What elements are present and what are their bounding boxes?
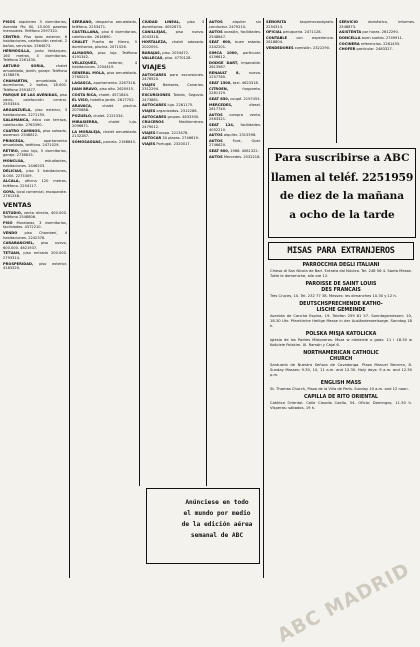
ad-heading: SEAT 1500,	[209, 81, 232, 86]
classified-ad	[209, 133, 261, 138]
ad-text: amueblado, 4 dormitorios, 2 baños, 18.000. Teléfono 2591877.	[3, 78, 67, 92]
classified-ad	[3, 93, 67, 107]
column-rule	[263, 18, 264, 578]
ad-heading: SERRANO,	[72, 20, 93, 24]
ad-text: piso nuevo. 2043318.	[142, 30, 204, 39]
classified-ad	[209, 123, 261, 132]
classified-ad	[209, 97, 261, 102]
ad-text: facilidades. 4052210.	[209, 123, 261, 132]
ad-heading: CARABANCHEL,	[3, 241, 35, 246]
ad-text: piso soleado, ascensor. 2548812.	[3, 128, 67, 137]
ad-text: Piso todo exterior, 6 habitaciones, calefacción central, 2 baños, servicios. 2564873.	[3, 34, 67, 48]
ad-text: ático con terraza, calefacción. 2763390.	[3, 118, 67, 127]
advertise-line: de la edición aérea	[181, 521, 253, 528]
classified-ad	[209, 40, 261, 49]
ad-text: alquiler. 2315598.	[222, 133, 257, 138]
ad-text: piso 3 dormitorios. 4052673.	[142, 20, 204, 29]
ad-text: Europa. 2213478.	[155, 130, 189, 135]
subscribe-line: a ocho de la tarde	[289, 209, 395, 221]
classified-ad	[142, 40, 204, 49]
ad-heading: HORTALEZA,	[142, 40, 168, 45]
ad-heading: AUTOCARES	[142, 114, 167, 119]
classified-ad	[72, 114, 137, 119]
ad-heading: EL VISO,	[72, 98, 90, 103]
ad-heading: PISOS	[3, 20, 16, 24]
ad-text: hotelito jardín. 2617702.	[89, 98, 135, 103]
church-name: NORTHAMERICAN CATHOLIC	[303, 351, 379, 356]
ad-heading: ARAVACA,	[72, 103, 93, 108]
ad-heading: OFICIAL	[266, 30, 282, 35]
ad-heading: VIAJES	[142, 141, 156, 146]
ad-heading: ARTURO SORIA,	[3, 64, 45, 69]
ad-text: piso 6 dormitorios, calefacción. 2616890.	[72, 30, 137, 39]
ad-text: ocasión, facilidades. 2548847.	[209, 30, 261, 39]
church-name: POLSKA MISJA KATOLICKA	[305, 332, 377, 337]
ad-heading: AUTOS	[209, 154, 223, 159]
ad-text: piso. 4770128.	[163, 56, 192, 61]
classified-ad	[209, 155, 261, 160]
church-name: CHURCH	[329, 357, 353, 362]
classified-ad	[209, 81, 261, 86]
ad-text: despacho amueblado, teléfono. 2253471.	[72, 20, 137, 29]
ad-heading: VIAJES	[142, 109, 156, 113]
classified-ad	[72, 93, 137, 98]
column-rule	[69, 18, 70, 578]
ad-heading: MONCLOA,	[3, 159, 25, 164]
ad-heading: SEÑORITA	[266, 20, 287, 24]
ad-heading: COCINERA	[339, 41, 360, 46]
ad-text: piso exterior. 4163320.	[3, 261, 67, 271]
ad-heading: RENAULT 8,	[209, 70, 240, 75]
ad-heading: VELAZQUEZ,	[72, 60, 98, 65]
advertise-line: el mundo por medio	[183, 510, 251, 517]
ad-text: apartamento amueblado, teléfono. 2471029.	[3, 138, 67, 148]
ad-text: doméstico, informes. 2548873.	[339, 20, 415, 29]
classified-ad	[142, 142, 204, 147]
classified-ad	[72, 71, 137, 80]
masses-title: MISAS PARA EXTRANJEROS	[268, 242, 414, 260]
ad-heading: RETIRO,	[3, 148, 20, 153]
ad-heading: SALAMANCA,	[3, 118, 30, 123]
advertise-box	[146, 488, 260, 564]
classified-ad	[339, 42, 415, 47]
ad-text: Portugal. 2320017.	[155, 141, 191, 146]
ad-text: piso nuevo, 600.000. 4621937.	[3, 241, 67, 250]
ad-heading: ALMAGRO,	[72, 50, 94, 55]
ad-heading: VENDO	[3, 231, 18, 235]
classified-column	[72, 488, 138, 560]
ad-text: chalet piscina. 2070688.	[72, 103, 137, 113]
classified-ad	[339, 47, 415, 52]
ad-heading: HERMOSILLA,	[3, 49, 31, 54]
classified-ad	[3, 179, 67, 188]
ad-heading: PARQUE DE LAS AVENIDAS,	[3, 93, 59, 98]
classified-ad	[209, 139, 261, 148]
ad-text: particular. 2483327.	[355, 47, 393, 52]
ad-heading: TETUAN,	[3, 251, 21, 256]
ad-text: 30 plazas. 2746619.	[161, 136, 200, 141]
ad-heading: CIUDAD LINEAL,	[142, 20, 181, 24]
ad-heading: GENERAL MOLA,	[72, 70, 106, 75]
ad-text: piso amueblado. 2760023.	[72, 70, 137, 80]
ad-heading: PISO	[3, 220, 13, 225]
ad-text: apartamento. 2267318.	[92, 81, 137, 86]
ad-heading: SIMCA 1000,	[209, 50, 239, 55]
ad-heading: ESTUDIO,	[3, 210, 23, 215]
classified-ad	[3, 251, 67, 260]
classified-ad	[3, 139, 67, 148]
classified-ad	[3, 241, 67, 250]
ad-heading: AUTOCARES	[142, 103, 167, 108]
ad-heading: BARAJAS,	[142, 50, 162, 55]
classified-ad	[3, 49, 67, 63]
ad-text: Puerta de Hierro, 5 dormitorios, piscina. 2071526.	[72, 40, 137, 49]
ad-heading: CHOFER	[339, 47, 356, 52]
ad-text: furgoneta. 2281129.	[209, 86, 261, 96]
ad-text: 1968. 4081322.	[229, 149, 259, 154]
ad-heading: DODGE DART,	[209, 60, 239, 65]
ad-heading: PRINCESA,	[3, 138, 25, 143]
classified-ad	[142, 30, 204, 39]
column-rule	[206, 18, 207, 486]
ad-heading: MERCEDES,	[209, 102, 233, 107]
ad-text: taquimecanógrafa. 2254313.	[266, 20, 334, 29]
section-heading: VENTAS	[3, 200, 32, 209]
classified-ad	[3, 64, 67, 78]
ad-heading: SERVICIO	[339, 20, 358, 24]
classified-ad	[209, 71, 261, 80]
ad-text: estudiantes, habitaciones. 2446203.	[3, 159, 67, 168]
classified-ad	[3, 129, 67, 138]
mass-times: St. Thomas Church, Plaza de la Villa de París. Sunday 10 a.m. and 12 noon.	[270, 387, 409, 391]
classified-ad	[142, 73, 204, 82]
ad-heading: GOYA,	[3, 189, 16, 194]
ad-text: piso lujo, 5 dormitorios, garaje. 2736615.	[3, 148, 67, 158]
classified-ad	[209, 61, 261, 70]
classified-ad	[209, 113, 261, 122]
classified-ad	[142, 20, 204, 29]
classified-ad	[142, 109, 204, 114]
ad-heading: CONTABLE	[266, 35, 288, 40]
ad-heading: VALLECAS,	[142, 56, 164, 61]
classified-ad	[72, 30, 137, 39]
ad-text: local comercial, escaparate. 2761248.	[3, 189, 67, 199]
ad-text: alquileres 3 dormitorios, Avenida Pio XII, 15.000 pesetas mensuales. Teléfono 2597310.	[3, 20, 67, 33]
ad-text: grupos. 4633300.	[166, 114, 200, 119]
classified-column	[209, 470, 261, 484]
classified-ad	[72, 87, 137, 92]
ad-text: lujo. 2261175.	[166, 103, 194, 108]
classified-ad	[72, 20, 137, 29]
subscribe-phone-line: llamen al teléf. 2251959	[270, 171, 414, 184]
ad-text: exterior, 4 habitaciones. 2254419.	[72, 60, 137, 70]
ad-text: piso vacío, calefacción central. 2553344.	[3, 93, 67, 107]
ad-heading: SOMOSAGUAS,	[72, 140, 103, 145]
church-name: DEUTSCHSPRECHENDE KATHO-	[299, 302, 383, 307]
ad-text: para excursiones. 2476520.	[142, 72, 204, 82]
classified-ad	[142, 120, 204, 129]
ad-heading: EXCURSIONES	[142, 93, 171, 98]
ad-text: alquiler sin conductor. 2479210.	[209, 20, 261, 29]
ad-heading: POZUELO,	[72, 114, 93, 119]
ad-heading: SEAT 600,	[209, 149, 230, 154]
ad-text: chalet. 4571844.	[97, 92, 130, 97]
ad-text: piso alto. 2620915.	[98, 86, 135, 91]
ad-text: impecable. 2613987.	[209, 60, 261, 70]
mass-times: Iglesia de los Padres Misioneros. Msza w niedziele o godz. 11 i 18.30 w Kościele Polskim. Ul. Ramón y Cajal 6.	[270, 338, 412, 347]
ad-text: junto Velázquez, 160 metros, 4 dormitorios. Teléfono 2261430.	[3, 49, 67, 63]
ad-text: chalet amueblado. 2132287.	[72, 129, 137, 139]
masses-schedule	[268, 242, 414, 550]
ad-text: piso exterior, 3 habitaciones. 2271155.	[3, 108, 67, 117]
ad-text: Moratalaz, 3 dormitorios, facilidades. 4372210.	[3, 220, 67, 230]
ad-heading: AUTOS	[209, 112, 223, 117]
ad-text: referencias. 2261455.	[359, 41, 401, 46]
ad-text: piso lujo. Teléfono 4191342.	[72, 50, 137, 60]
ad-heading: AUTOS	[209, 133, 223, 138]
classified-ad	[3, 149, 67, 158]
classified-ad	[3, 79, 67, 93]
ad-heading: AUTOCARES	[142, 72, 167, 77]
ad-heading: DELICIAS,	[3, 169, 23, 174]
classified-ad	[209, 149, 261, 154]
classified-ad	[142, 56, 204, 61]
church-name: DES FRANCAIS	[321, 288, 361, 293]
church-name: CAPILLA DE RITO ORIENTAL	[304, 395, 378, 400]
mass-times: Tres Cruces, 10. Tel. 232 77 38. Messes: les dimanches 10.30 y 12 h.	[270, 294, 397, 298]
classified-ad	[72, 120, 137, 129]
ad-text: Toledo, Segovia. 2473881.	[142, 93, 204, 102]
ad-heading: CUATRO CAMINOS,	[3, 128, 42, 133]
ad-text: piso Chamberí, 4 habitaciones. 2242376.	[3, 231, 67, 240]
classified-ad	[3, 231, 67, 240]
classified-ad	[209, 51, 261, 60]
church-name: PARROCCHIA DEGLI ITALIANI	[302, 263, 380, 268]
ad-text: con experiencia. 2618804.	[266, 35, 334, 45]
ad-text: particular. 4156612.	[209, 50, 261, 60]
ad-text: Ford, Opel. 2746620.	[209, 138, 261, 148]
classified-ad	[142, 103, 204, 108]
section-heading: VIAJES	[142, 62, 167, 71]
ad-heading: COSTA RICA,	[72, 92, 98, 97]
classified-ad	[142, 115, 204, 120]
classified-column	[142, 20, 204, 486]
ad-text: parcela. 2168843.	[102, 140, 136, 145]
ad-text: piso 3 habitaciones, 8.000. 2275309.	[3, 169, 67, 178]
ad-text: peluquería. 2471128.	[281, 30, 322, 35]
ad-text: buen sueldo. 2749911.	[360, 35, 404, 40]
classified-ad	[72, 81, 137, 86]
classified-ad	[72, 104, 137, 113]
classified-ad	[142, 136, 204, 141]
classified-ad	[3, 169, 67, 178]
ad-heading: VIAJES	[142, 130, 156, 135]
classified-column	[3, 20, 67, 580]
ad-heading: CASTELLANA,	[72, 30, 100, 35]
ad-text: chalet. 2121534.	[92, 114, 124, 119]
classified-column	[266, 20, 334, 142]
ad-heading: VENDEDORES	[266, 46, 294, 51]
ad-heading: ASISTENTA	[339, 30, 362, 35]
ad-heading: LA MORALEJA,	[72, 129, 102, 134]
classified-ad	[266, 36, 334, 45]
subscription-box	[268, 148, 416, 238]
advertise-text	[177, 497, 257, 541]
ad-heading: CITROEN,	[209, 86, 229, 91]
classified-ad	[72, 51, 137, 60]
classified-ad	[209, 30, 261, 39]
ad-heading: MIRASIERRA,	[72, 119, 99, 124]
classified-ad	[3, 190, 67, 199]
classified-ad	[266, 46, 334, 51]
ad-text: piso entrada 200.000. 2793314.	[3, 251, 67, 260]
ad-heading: VIAJES	[142, 82, 156, 87]
subscribe-line: Para suscribirse a ABC	[274, 152, 410, 164]
ad-text: Baleares, Canarias. 2312294.	[142, 82, 204, 92]
classified-ad	[3, 108, 67, 117]
church-name: ENGLISH MASS	[320, 381, 362, 386]
ad-text: por horas. 2612290.	[361, 30, 399, 35]
classified-ad	[142, 93, 204, 102]
advertise-line: semanal de ABC	[190, 532, 244, 539]
ad-text: oficina 120 metros, teléfono. 2254117.	[3, 179, 67, 188]
classified-ad	[3, 159, 67, 168]
ad-text: piso. 2054472.	[161, 50, 190, 55]
church-name: LISCHE GEMEINDE	[316, 308, 366, 313]
classified-ad	[209, 20, 261, 29]
mass-times: Católica Oriental. Calle Claudio Coello, 54. Oficio: Domingos, 11.30 h. Vísperas: sábados, 19 h.	[270, 401, 412, 410]
ad-text: Mercedes. 2532218.	[222, 154, 261, 159]
ad-heading: AUTOS	[209, 20, 223, 24]
classified-ad	[339, 20, 415, 29]
ad-heading: SEAT 124,	[209, 123, 235, 128]
ad-heading: AUTOS	[209, 138, 223, 143]
ad-text: chalet adosado. 2022091.	[142, 40, 204, 49]
classified-ad	[209, 103, 261, 112]
ad-heading: CHALET	[72, 40, 88, 45]
ad-heading: LAGASCA,	[72, 81, 93, 86]
classified-ad	[339, 30, 415, 35]
classified-ad	[72, 40, 137, 49]
ad-heading: AUTOS	[209, 30, 223, 35]
ad-heading: CHAMARTIN,	[3, 78, 29, 83]
subscribe-line: de diez de la mañana	[279, 190, 405, 202]
ad-text: buen estado. 2342201.	[209, 40, 261, 49]
classified-ad	[3, 211, 67, 220]
classified-column	[339, 20, 415, 142]
ad-heading: SEAT 600,	[209, 40, 232, 45]
advertise-line: Anúnciese en todo	[185, 499, 249, 506]
column-rule	[336, 18, 337, 143]
classified-ad	[72, 140, 137, 145]
church-name: PAROISSE DE SAINT LOUIS	[305, 282, 377, 287]
ad-text: coupé. 2197455.	[229, 97, 261, 101]
mass-times: Avenida de Concha Espina, 19. Telefon 259 81 57. Sonntagsmessen: 10, 18.30 Uhr. Pfarrkirche Heilige Messe in der Ausländerseelsorge. Sonntag 18 h.	[270, 314, 412, 328]
ad-text: diesel. 2617740.	[209, 102, 261, 112]
column-rule	[139, 18, 140, 486]
ad-heading: ARGANZUELA,	[3, 108, 32, 113]
classified-ad	[209, 87, 261, 96]
ad-text: nuevo. 2257760.	[209, 70, 261, 80]
classified-ad	[3, 20, 67, 34]
mass-times: Santuario de Nuestra Señora de Covadonga. Plaza Manuel Becerra, 8. Sunday Masses: 9.30, 10, 11 a.m. and 12.30. Holy days: 9 a.m. and 12.30 p.m.	[270, 363, 412, 377]
mass-times: Chiesa di San Nicola de Bari. Entrata dal Núcleo. Tel. 248 56 4. Santa Messe. Tutte le domeniche, alle ore 12.	[270, 269, 412, 278]
ad-heading: PROSPERIDAD,	[3, 261, 34, 266]
classified-ad	[3, 262, 67, 271]
classified-ad	[339, 36, 415, 41]
ad-text: comisión. 2322290.	[293, 46, 331, 51]
ad-heading: DONCELLA	[339, 35, 361, 40]
classified-ad	[72, 61, 137, 70]
ad-heading: CANILLEJAS,	[142, 30, 167, 35]
ad-heading: SEAT 850,	[209, 97, 230, 101]
ad-text: chalet lujo. 2096671.	[72, 119, 137, 129]
ad-heading: JUAN BRAVO,	[72, 86, 99, 91]
classified-ad	[266, 30, 334, 35]
watermark: ABC MADRID	[274, 558, 414, 647]
ad-text: Mediterráneo. 2479012.	[142, 120, 204, 129]
ad-text: compra venta. 2563321.	[209, 112, 261, 122]
classified-ad	[3, 35, 67, 49]
classified-ad	[72, 130, 137, 139]
classified-column	[209, 20, 261, 486]
ad-text: organizados. 2312286.	[155, 109, 198, 113]
classified-column	[72, 20, 137, 486]
classified-ad	[142, 51, 204, 56]
classified-ad	[142, 131, 204, 136]
ad-text: chalet amueblado, jardín, garaje. Teléfono 4158876.	[3, 64, 67, 78]
ad-heading: AUTOCAR	[142, 136, 162, 141]
classified-ad	[3, 221, 67, 230]
ad-heading: ALCALA,	[3, 179, 20, 184]
classified-ad	[3, 118, 67, 127]
ad-text: venta directa, 400.000. Teléfono 2548806.	[3, 210, 67, 220]
classified-ad	[142, 83, 204, 92]
classified-ad	[266, 20, 334, 29]
classified-ad	[72, 98, 137, 103]
ad-heading: CRUCEROS	[142, 120, 164, 125]
ad-text: taxi. 4623318.	[231, 81, 259, 86]
ad-heading: CENTRO.	[3, 34, 21, 39]
